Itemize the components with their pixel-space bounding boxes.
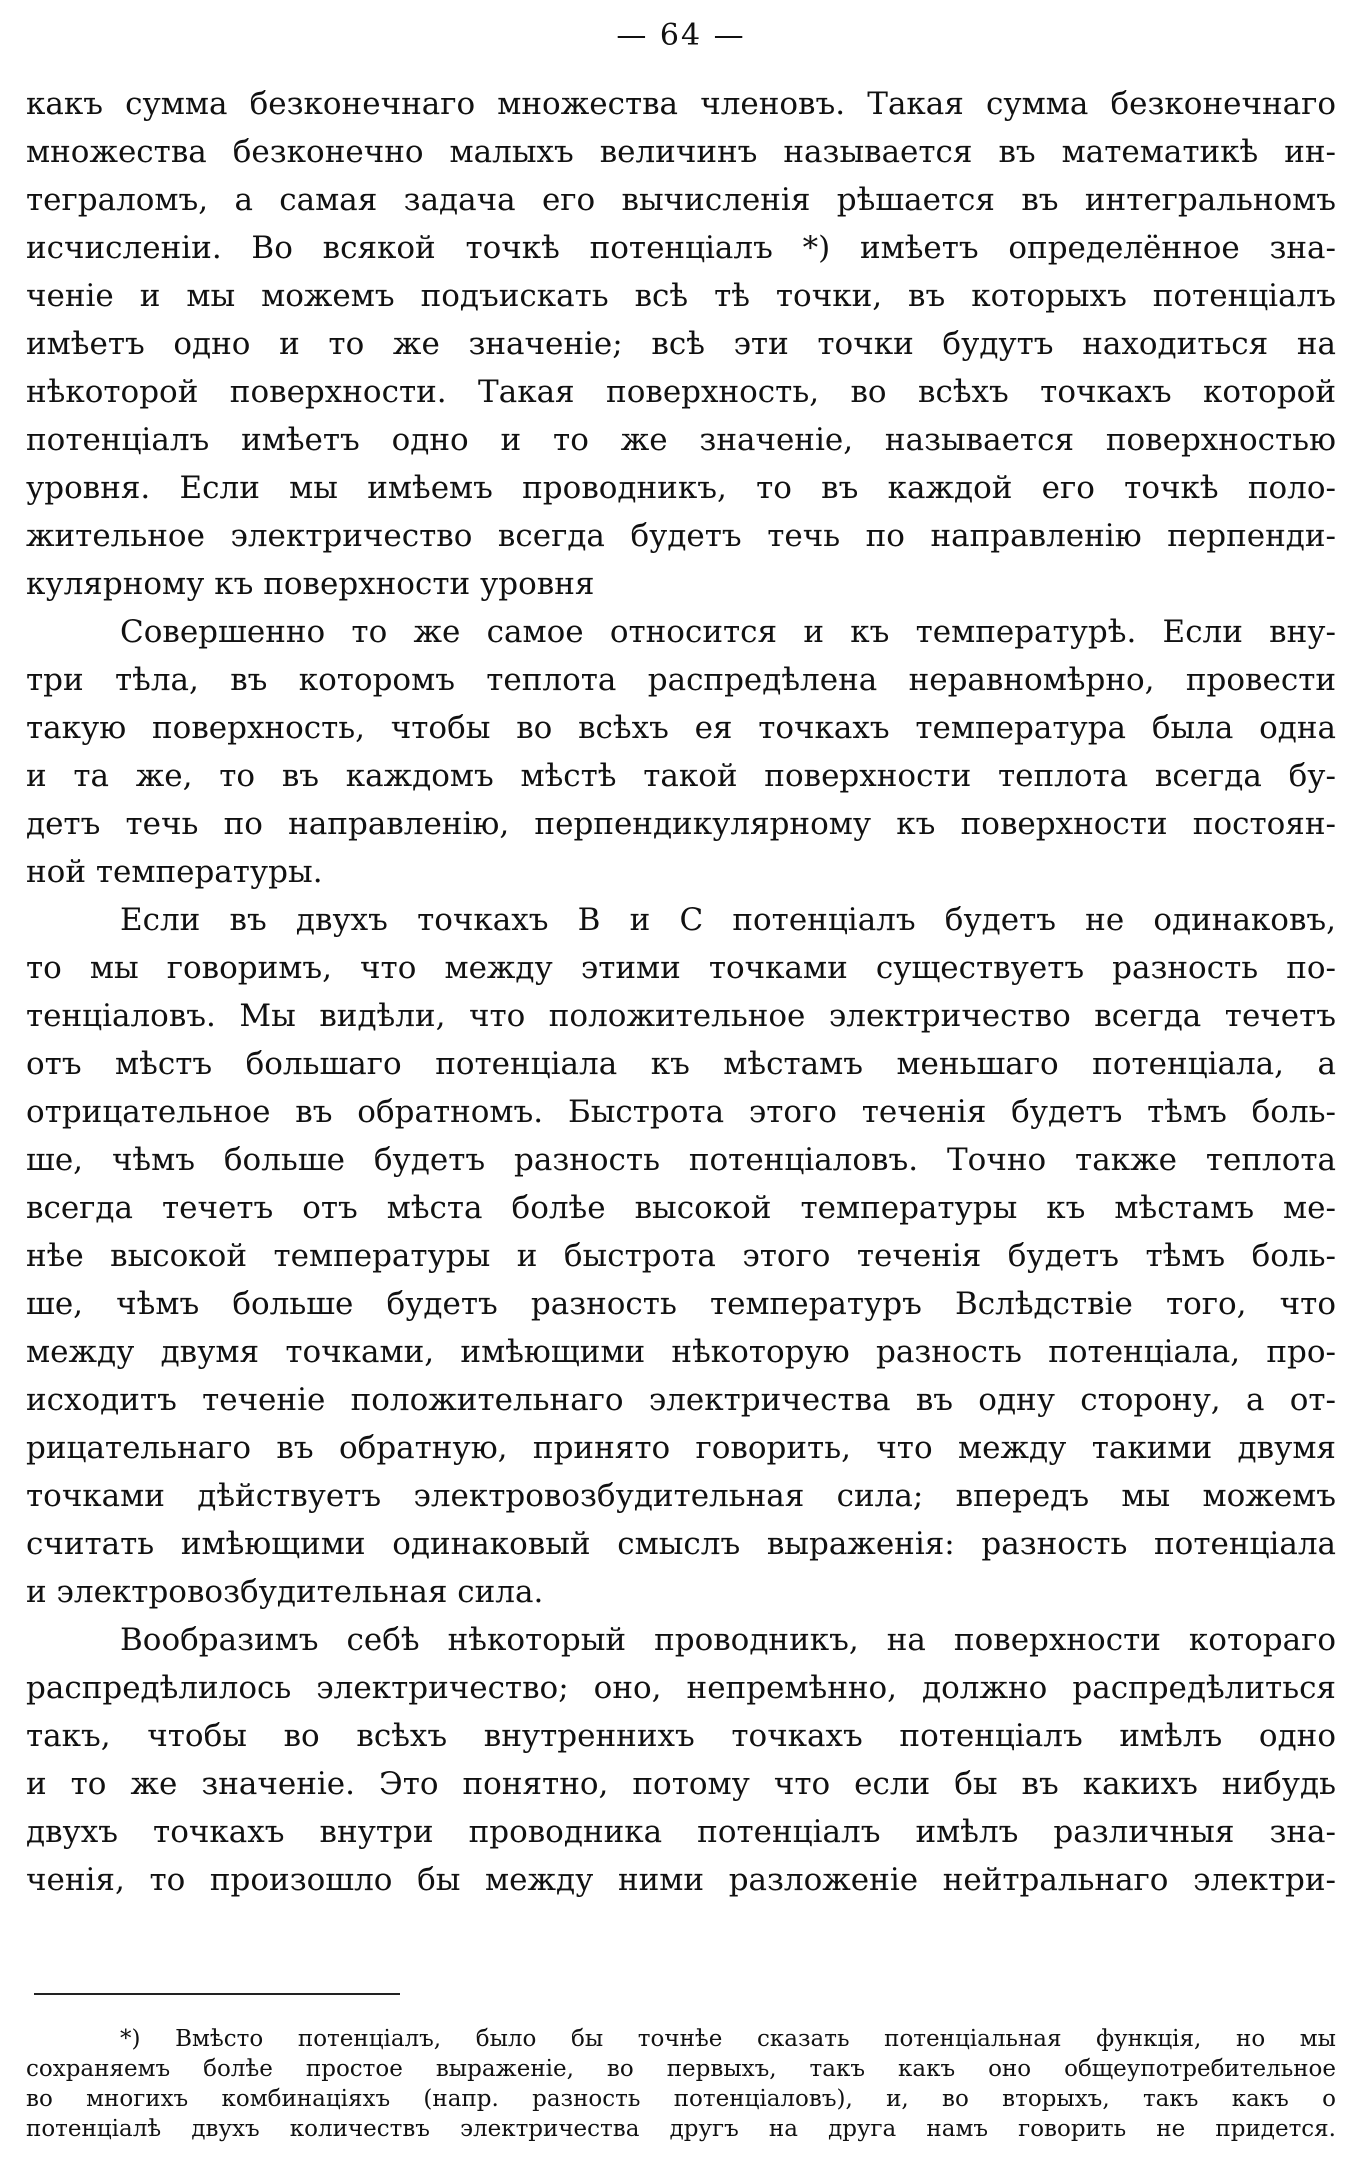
text-line: множества безконечно малыхъ величинъ называется въ математикѣ ин- <box>26 134 1336 170</box>
text-line: рицательнаго въ обратную, принято говорить, что между такими двумя <box>26 1430 1336 1466</box>
text-line: детъ течь по направленію, перпендикулярному къ поверхности постоян- <box>26 806 1336 842</box>
text-line: исчисленіи. Во всякой точкѣ потенціалъ *) имѣетъ определённое зна- <box>26 230 1336 266</box>
text-line: ной температуры. <box>26 854 323 890</box>
footnote-divider <box>34 1993 400 1995</box>
text-line: двухъ точкахъ внутри проводника потенціалъ имѣлъ различныя зна- <box>26 1814 1336 1850</box>
text-line: нѣкоторой поверхности. Такая поверхность, во всѣхъ точкахъ которой <box>26 374 1336 410</box>
text-line: всегда течетъ отъ мѣста болѣе высокой температуры къ мѣстамъ ме- <box>26 1190 1336 1226</box>
book-page <box>26 0 1336 2160</box>
text-line: отъ мѣстъ большаго потенціала къ мѣстамъ меньшаго потенціала, а <box>26 1046 1336 1082</box>
text-line: Совершенно то же самое относится и къ температурѣ. Если вну- <box>120 614 1336 650</box>
text-line: считать имѣющими одинаковый смыслъ выраженія: разность потенціала <box>26 1526 1336 1562</box>
text-line: тегpaломъ, а самая задача его вычисленія рѣшается въ интегральномъ <box>26 182 1336 218</box>
footnote-line: потенціалѣ двухъ количествъ электричества другъ на друга намъ говорить не придется. <box>26 2116 1336 2142</box>
text-line: потенціалъ имѣетъ одно и то же значеніе, называется поверхностью <box>26 422 1336 458</box>
footnote <box>26 2024 1336 2144</box>
text-line: нѣе высокой температуры и быстрота этого теченія будетъ тѣмъ боль- <box>26 1238 1336 1274</box>
footnote-line: во многихъ комбинаціяхъ (напр. разность потенціаловъ), и, во вторыхъ, такъ какъ о <box>26 2086 1336 2112</box>
text-line: имѣетъ одно и то же значеніе; всѣ эти точки будутъ находиться на <box>26 326 1336 362</box>
text-line: и та же, то въ каждомъ мѣстѣ такой поверхности теплота всегда бу- <box>26 758 1336 794</box>
text-line: тенціаловъ. Мы видѣли, что положительное электричество всегда течетъ <box>26 998 1336 1034</box>
text-line: кулярному къ поверхности уровня <box>26 566 595 602</box>
text-line: такъ, чтобы во всѣхъ внутреннихъ точкахъ потенціалъ имѣлъ одно <box>26 1718 1336 1754</box>
text-line: Вообразимъ себѣ нѣкоторый проводникъ, на поверхности котораго <box>120 1622 1336 1658</box>
text-line: то мы говоримъ, что между этими точками существуетъ разность по- <box>26 950 1336 986</box>
text-line: уровня. Если мы имѣемъ проводникъ, то въ каждой его точкѣ поло- <box>26 470 1336 506</box>
text-line: такую поверхность, чтобы во всѣхъ ея точкахъ температура была одна <box>26 710 1336 746</box>
text-line: и электровозбудительная сила. <box>26 1574 544 1610</box>
footnote-line: *) Вмѣсто потенціалъ, было бы точнѣе сказать потенціальная функція, но мы <box>120 2026 1336 2052</box>
text-line: ченіе и мы можемъ подъискать всѣ тѣ точки, въ которыхъ потенціалъ <box>26 278 1336 314</box>
text-line: исходитъ теченіе положительнаго электричества въ одну сторону, а от- <box>26 1382 1336 1418</box>
text-line: жительное электричество всегда будетъ течь по направленію перпенди- <box>26 518 1336 554</box>
text-line: между двумя точками, имѣющими нѣкоторую разность потенціала, про- <box>26 1334 1336 1370</box>
text-line: ше, чѣмъ больше будетъ разность температуръ Вслѣдствіе того, что <box>26 1286 1336 1322</box>
page-number: — 64 — <box>616 18 746 53</box>
text-line: отрицательное въ обратномъ. Быстрота этого теченія будетъ тѣмъ боль- <box>26 1094 1336 1130</box>
text-line: распредѣлилось электричество; оно, непремѣнно, должно распредѣлиться <box>26 1670 1336 1706</box>
main-text <box>26 80 1336 1904</box>
text-line: ше, чѣмъ больше будетъ разность потенціаловъ. Точно также теплота <box>26 1142 1336 1178</box>
text-line: ченія, то произошло бы между ними разложеніе нейтральнаго электри- <box>26 1862 1336 1898</box>
text-line: точками дѣйствуетъ электровозбудительная сила; впередъ мы можемъ <box>26 1478 1336 1514</box>
text-line: три тѣла, въ которомъ теплота распредѣлена неравномѣрно, провести <box>26 662 1336 698</box>
text-line: Если въ двухъ точкахъ B и C потенціалъ будетъ не одинаковъ, <box>120 902 1336 938</box>
footnote-line: сохраняемъ болѣе простое выраженіе, во первыхъ, такъ какъ оно общеупотребительное <box>26 2056 1336 2082</box>
text-line: и то же значеніе. Это понятно, потому что если бы въ какихъ нибудь <box>26 1766 1336 1802</box>
text-line: какъ сумма безконечнаго множества членовъ. Такая сумма безконечнаго <box>26 86 1336 122</box>
